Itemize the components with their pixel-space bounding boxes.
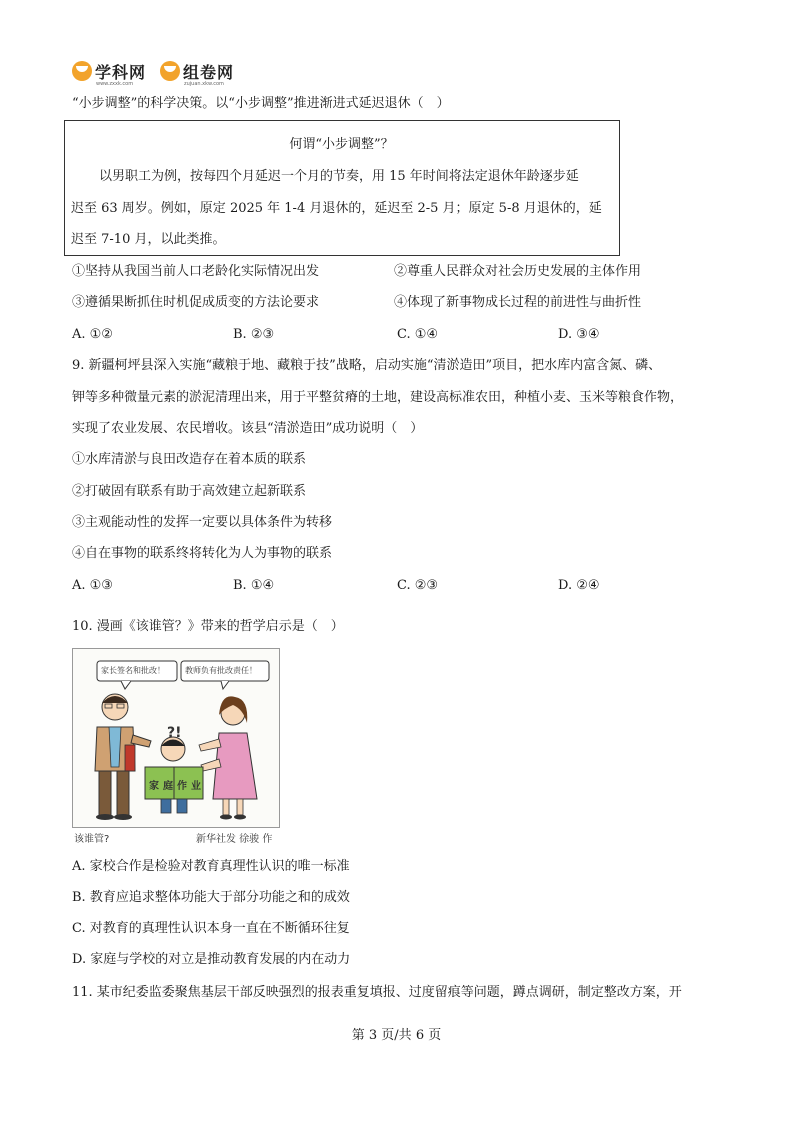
logo1-sub: www.zxxk.com (96, 81, 134, 87)
q9-statement-4: ④自在事物的联系终将转化为人为事物的联系 (72, 546, 333, 561)
q8-box-line-2: 迟至 63 周岁。例如，原定 2025 年 1-4 月退休的，延迟至 2-5 月；原定 5-8 月退休的，延 (71, 201, 602, 216)
q9-statement-1: ①水库清淤与良田改造存在着本质的联系 (72, 452, 307, 467)
q8-statement-3: ③遵循果断抓住时机促成质变的方法论要求 (72, 295, 320, 310)
logo2-sub: zujuan.xkw.com (184, 81, 224, 87)
q8-box-line-1: 以男职工为例，按每四个月延迟一个月的节奏，用 15 年时间将法定退休年龄逐步延 (99, 169, 579, 184)
q8-stem-tail: “小步调整”的科学决策。以“小步调整”推进渐进式延迟退休（ ） (72, 96, 450, 111)
child-question-marks: ?! (167, 725, 182, 741)
q10-stem: 10. 漫画《该谁管？》带来的哲学启示是（ ） (72, 619, 344, 634)
q9-option-b: B. ①④ (233, 578, 275, 593)
logo-mark-icon (160, 61, 180, 81)
xuekewang-logo (72, 60, 146, 82)
q9-option-c: C. ②③ (397, 578, 439, 593)
q9-statement-3: ③主观能动性的发挥一定要以具体条件为转移 (72, 515, 333, 530)
q8-statement-2: ②尊重人民群众对社会历史发展的主体作用 (394, 264, 642, 279)
bubble-right-text: 教师负有批改责任！ (185, 666, 257, 675)
q8-option-b: B. ②③ (233, 327, 275, 342)
q8-box-line-3: 迟至 7-10 月，以此类推。 (71, 232, 226, 247)
q9-stem-line-2: 钾等多种微量元素的淤泥清理出来，用于平整贫瘠的土地，建设高标准农田，种植小麦、玉米等粮食作物， (72, 390, 684, 405)
cartoon-caption-title: 该谁管? (74, 834, 110, 845)
logo-mark-icon (72, 61, 92, 81)
q8-option-a: A. ①② (72, 327, 113, 342)
q8-statement-1: ①坚持从我国当前人口老龄化实际情况出发 (72, 264, 320, 279)
bubble-left-text: 家长签名和批改！ (101, 666, 165, 675)
q9-stem-line-3: 实现了农业发展、农民增收。该县“清淤造田”成功说明（ ） (72, 421, 424, 436)
q10-option-b: B. 教育应追求整体功能大于部分功能之和的成效 (72, 890, 350, 905)
homework-label: 家庭作业 (149, 781, 205, 792)
q8-info-box (64, 120, 620, 256)
q9-option-d: D. ②④ (558, 578, 600, 593)
q9-option-a: A. ①③ (72, 578, 113, 593)
q10-cartoon (72, 648, 280, 828)
man-book (125, 745, 135, 771)
q10-option-d: D. 家庭与学校的对立是推动教育发展的内在动力 (72, 952, 351, 967)
zujuanwang-logo (160, 60, 234, 82)
page-number: 第 3 页/共 6 页 (351, 1028, 442, 1043)
q8-option-d: D. ③④ (558, 327, 600, 342)
q9-statement-2: ②打破固有联系有助于高效建立起新联系 (72, 484, 307, 499)
q9-stem-line-1: 9. 新疆柯坪县深入实施“藏粮于地、藏粮于技”战略，启动实施“清淤造田”项目，把水库内富含氮、磷、 (72, 358, 662, 373)
q10-option-a: A. 家校合作是检验对教育真理性认识的唯一标准 (72, 859, 350, 874)
bubble-left-tail (121, 681, 131, 689)
q8-statement-4: ④体现了新事物成长过程的前进性与曲折性 (394, 295, 642, 310)
bubble-right-tail (221, 681, 229, 689)
q10-option-c: C. 对教育的真理性认识本身一直在不断循环往复 (72, 921, 350, 936)
q11-stem: 11. 某市纪委监委聚焦基层干部反映强烈的报表重复填报、过度留痕等问题，蹲点调研，制定整改方案，开 (72, 985, 682, 1000)
logo2-text: 组卷网 (183, 62, 235, 82)
q8-option-c: C. ①④ (397, 327, 439, 342)
q8-box-title: 何谓“小步调整”？ (289, 137, 394, 152)
logo1-text: 学科网 (95, 62, 147, 82)
cartoon-caption-credit: 新华社发 徐骏 作 (196, 834, 273, 845)
man-shirt (109, 727, 121, 767)
